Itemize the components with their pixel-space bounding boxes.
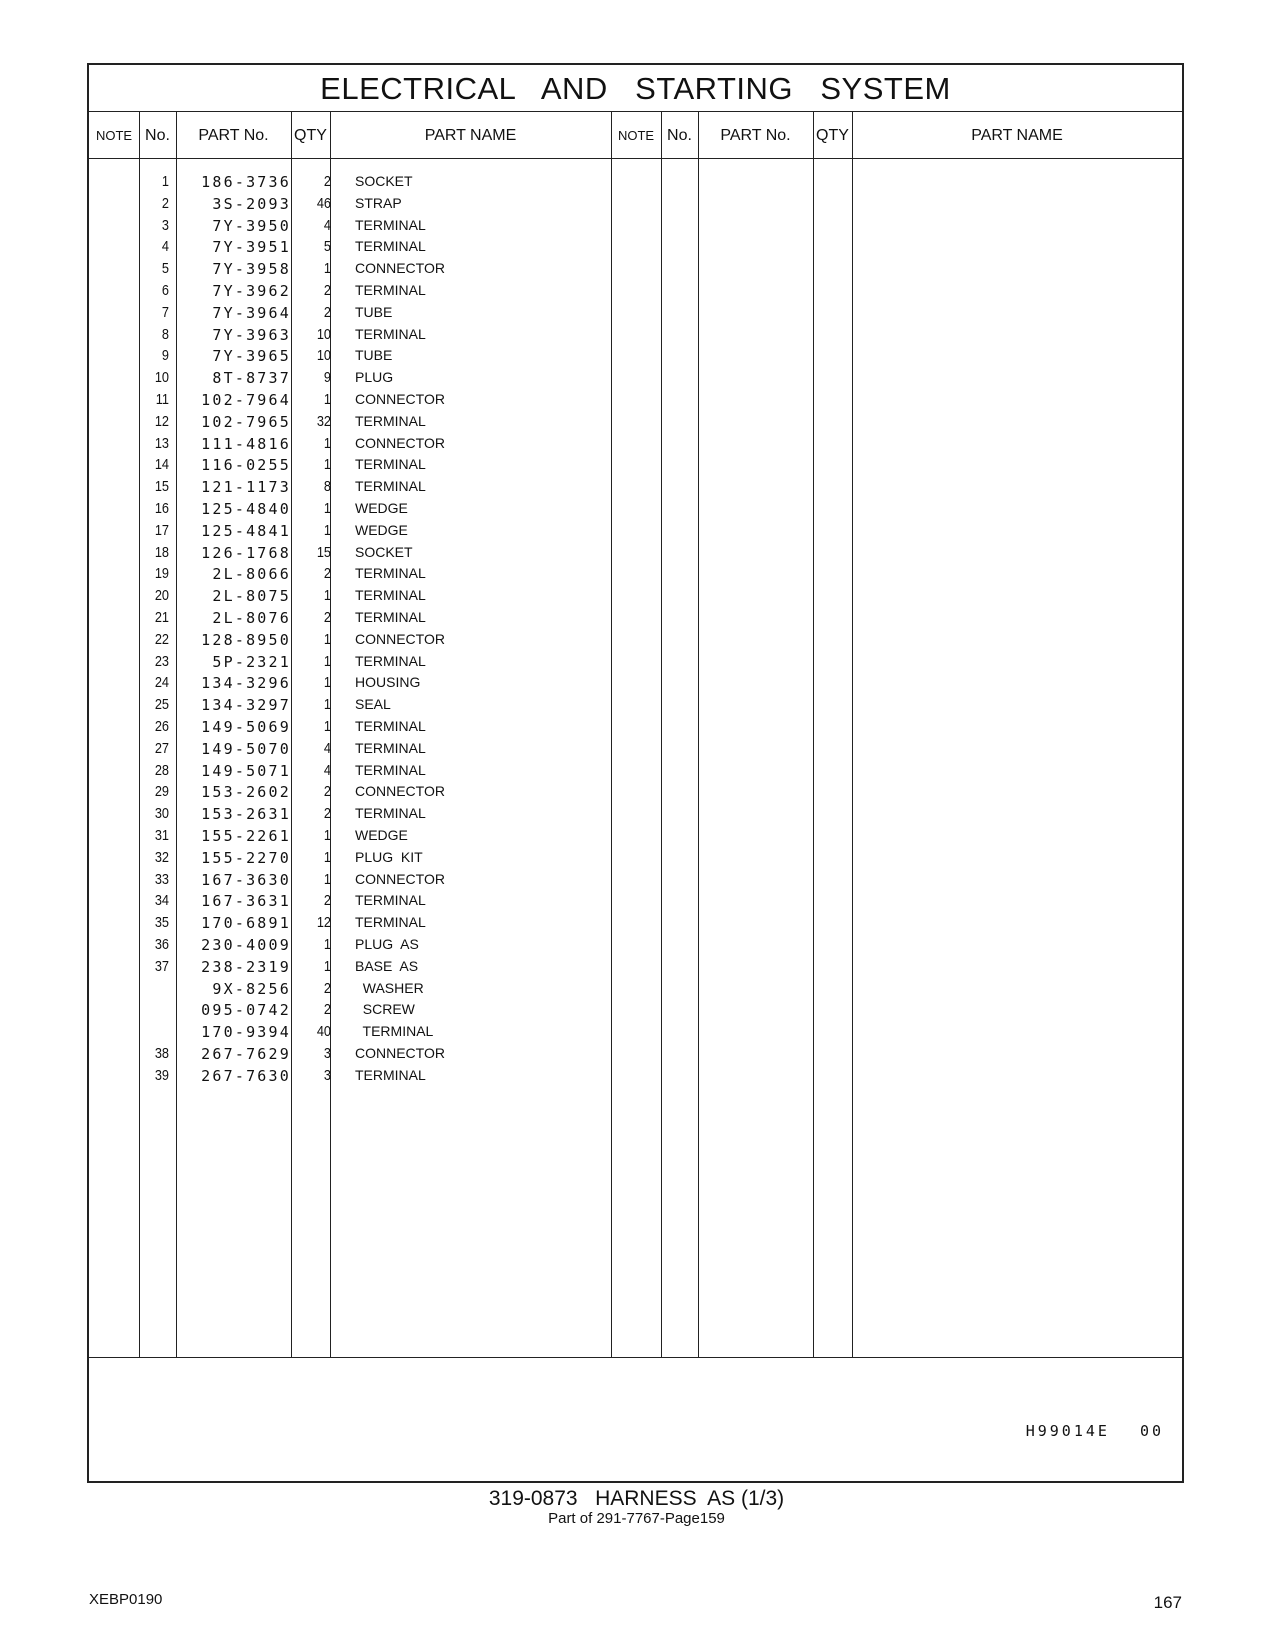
table-row xyxy=(89,544,1182,567)
item-number: 19 xyxy=(154,565,169,583)
part-number: 7Y-3951 xyxy=(212,238,291,257)
part-number: 170-6891 xyxy=(201,914,291,933)
item-number: 29 xyxy=(154,783,169,801)
table-row xyxy=(89,1067,1182,1090)
part-number: 7Y-3965 xyxy=(212,347,291,366)
part-name: TUBE xyxy=(355,347,393,364)
part-number: 116-0255 xyxy=(201,456,291,475)
table-row xyxy=(89,849,1182,872)
item-number: 12 xyxy=(154,412,169,430)
item-number: 22 xyxy=(154,630,169,648)
table-row xyxy=(89,827,1182,850)
part-name: WEDGE xyxy=(355,521,408,538)
quantity: 2 xyxy=(323,173,331,190)
part-number: 186-3736 xyxy=(201,173,291,191)
part-name: WASHER xyxy=(355,979,424,996)
part-number: 134-3297 xyxy=(201,696,291,715)
item-number: 34 xyxy=(154,892,169,910)
part-number: 7Y-3958 xyxy=(212,260,291,279)
table-row xyxy=(89,980,1182,1003)
quantity: 1 xyxy=(323,434,331,452)
quantity: 15 xyxy=(316,543,331,561)
part-name: PLUG AS xyxy=(355,936,419,952)
part-number: 125-4840 xyxy=(201,500,291,518)
quantity: 1 xyxy=(323,391,331,408)
part-name: WEDGE xyxy=(355,500,408,516)
table-row xyxy=(89,1001,1182,1024)
part-name: SOCKET xyxy=(355,543,413,560)
quantity: 1 xyxy=(323,456,331,474)
part-number: 2L-8076 xyxy=(212,609,291,627)
table-row xyxy=(89,522,1182,545)
table-row xyxy=(89,195,1182,218)
part-number: 111-4816 xyxy=(201,434,291,453)
part-number: 238-2319 xyxy=(201,957,291,976)
quantity: 1 xyxy=(323,827,331,844)
item-number: 6 xyxy=(161,282,169,299)
item-number: 15 xyxy=(154,478,169,496)
part-name: HOUSING xyxy=(355,674,421,691)
table-row xyxy=(89,565,1182,588)
part-name: PLUG KIT xyxy=(355,848,423,865)
part-name: SOCKET xyxy=(355,173,413,189)
table-row xyxy=(89,456,1182,479)
table-row xyxy=(89,718,1182,741)
part-number: 149-5070 xyxy=(201,739,291,758)
header-part-right: PART No. xyxy=(720,127,791,144)
quantity: 2 xyxy=(323,892,331,910)
part-name: TERMINAL xyxy=(355,761,426,778)
part-number: 153-2602 xyxy=(201,783,291,802)
quantity: 2 xyxy=(323,805,331,823)
document-id: XEBP0190 xyxy=(89,1591,163,1608)
quantity: 8 xyxy=(323,478,331,496)
part-name: TERMINAL xyxy=(355,282,426,298)
footer-revision: 00 xyxy=(1139,1422,1164,1440)
part-number: 2L-8066 xyxy=(212,565,291,584)
part-number: 125-4841 xyxy=(201,521,291,540)
table-row xyxy=(89,653,1182,676)
part-name: BASE AS xyxy=(355,957,419,974)
table-row xyxy=(89,587,1182,610)
quantity: 1 xyxy=(323,870,331,888)
item-number: 18 xyxy=(154,543,169,561)
part-number: 170-9394 xyxy=(201,1023,291,1042)
item-number: 3 xyxy=(161,216,169,234)
quantity: 5 xyxy=(323,238,331,256)
assembly-subcaption: Part of 291-7767-Page159 xyxy=(548,1510,725,1527)
item-number: 9 xyxy=(161,347,169,365)
quantity: 2 xyxy=(323,979,331,997)
part-number: 149-5069 xyxy=(201,718,291,736)
table-row xyxy=(89,696,1182,719)
item-number: 10 xyxy=(154,369,169,387)
table-body-bottom-rule xyxy=(89,1357,1182,1358)
quantity: 32 xyxy=(316,412,331,430)
quantity: 1 xyxy=(323,521,331,539)
quantity: 2 xyxy=(323,609,331,626)
part-number: 3S-2093 xyxy=(212,194,291,213)
item-number: 16 xyxy=(154,500,169,517)
part-name: CONNECTOR xyxy=(355,783,445,800)
item-number: 37 xyxy=(154,957,169,975)
header-name-right: PART NAME xyxy=(971,127,1063,144)
part-name: CONNECTOR xyxy=(355,260,445,277)
part-name: TERMINAL xyxy=(355,412,426,429)
part-name: PLUG xyxy=(355,369,394,386)
item-number: 2 xyxy=(161,194,169,212)
part-name: TERMINAL xyxy=(355,325,426,342)
part-number: 2L-8075 xyxy=(212,587,291,606)
quantity: 1 xyxy=(323,936,331,953)
item-number: 7 xyxy=(161,303,169,321)
quantity: 2 xyxy=(323,565,331,583)
item-number: 31 xyxy=(154,827,169,844)
item-number: 13 xyxy=(154,434,169,452)
table-row xyxy=(89,1045,1182,1068)
part-number: 102-7965 xyxy=(201,412,291,431)
parts-table-frame xyxy=(87,63,1184,1483)
quantity: 46 xyxy=(316,194,331,212)
header-qty-left: QTY xyxy=(294,127,327,144)
part-name: SEAL xyxy=(355,696,391,713)
table-row xyxy=(89,413,1182,436)
item-number: 38 xyxy=(154,1045,169,1062)
quantity: 2 xyxy=(323,282,331,299)
quantity: 12 xyxy=(316,914,331,932)
quantity: 3 xyxy=(323,1066,331,1084)
item-number: 24 xyxy=(154,674,169,692)
quantity: 3 xyxy=(323,1045,331,1062)
part-name: TERMINAL xyxy=(355,587,426,604)
item-number: 21 xyxy=(154,609,169,626)
part-name: CONNECTOR xyxy=(355,630,445,647)
table-row xyxy=(89,369,1182,392)
quantity: 1 xyxy=(323,630,331,648)
part-name: TERMINAL xyxy=(355,892,426,909)
part-name: TERMINAL xyxy=(355,1066,426,1083)
item-number: 20 xyxy=(154,587,169,605)
header-note-right: NOTE xyxy=(617,128,655,143)
table-row xyxy=(89,217,1182,240)
item-number: 27 xyxy=(154,739,169,757)
item-number: 35 xyxy=(154,914,169,932)
page-title-text: ELECTRICAL AND STARTING SYSTEM xyxy=(320,71,951,106)
table-row xyxy=(89,783,1182,806)
quantity: 4 xyxy=(323,216,331,234)
part-number: 128-8950 xyxy=(201,630,291,649)
part-number: 7Y-3950 xyxy=(212,216,291,235)
quantity: 40 xyxy=(316,1023,331,1041)
item-number: 8 xyxy=(161,325,169,343)
table-row xyxy=(89,740,1182,763)
item-number: 36 xyxy=(154,936,169,953)
item-number: 23 xyxy=(154,652,169,670)
item-number: 25 xyxy=(154,696,169,714)
quantity: 10 xyxy=(316,347,331,365)
part-number: 155-2261 xyxy=(201,827,291,845)
quantity: 1 xyxy=(323,718,331,735)
part-name: TERMINAL xyxy=(355,1023,434,1040)
quantity: 1 xyxy=(323,848,331,866)
item-number: 39 xyxy=(154,1066,169,1084)
table-row xyxy=(89,391,1182,414)
table-row xyxy=(89,435,1182,458)
part-number: 267-7629 xyxy=(201,1045,291,1063)
table-row xyxy=(89,304,1182,327)
part-name: TERMINAL xyxy=(355,609,426,625)
table-row xyxy=(89,609,1182,632)
header-name-left: PART NAME xyxy=(424,127,517,144)
item-number: 5 xyxy=(161,260,169,278)
part-name: TERMINAL xyxy=(355,914,426,931)
quantity: 9 xyxy=(323,369,331,387)
item-number: 32 xyxy=(154,848,169,866)
footer-code-text: H99014E xyxy=(1025,1422,1110,1440)
quantity: 1 xyxy=(323,652,331,670)
table-row xyxy=(89,260,1182,283)
header-no-right: No. xyxy=(667,127,692,144)
part-name: TERMINAL xyxy=(355,478,426,495)
item-number: 14 xyxy=(154,456,169,474)
page-title xyxy=(89,65,1182,112)
quantity: 4 xyxy=(323,761,331,779)
item-number: 33 xyxy=(154,870,169,888)
part-name: STRAP xyxy=(355,194,402,211)
part-number: 230-4009 xyxy=(201,936,291,954)
part-number: 9X-8256 xyxy=(212,979,291,998)
part-number: 149-5071 xyxy=(201,761,291,780)
header-part-left: PART No. xyxy=(198,127,269,144)
quantity: 2 xyxy=(323,1001,331,1019)
part-name: CONNECTOR xyxy=(355,434,445,451)
quantity: 1 xyxy=(323,696,331,714)
table-row xyxy=(89,238,1182,261)
quantity: 2 xyxy=(323,303,331,321)
part-name: TERMINAL xyxy=(355,565,426,582)
part-number: 095-0742 xyxy=(201,1001,291,1020)
part-number: 7Y-3964 xyxy=(212,303,291,322)
table-row xyxy=(89,631,1182,654)
part-number: 134-3296 xyxy=(201,674,291,693)
table-row xyxy=(89,326,1182,349)
part-number: 121-1173 xyxy=(201,478,291,497)
part-number: 153-2631 xyxy=(201,805,291,824)
quantity: 10 xyxy=(316,325,331,343)
part-number: 7Y-3962 xyxy=(212,282,291,300)
quantity: 2 xyxy=(323,783,331,801)
part-number: 167-3630 xyxy=(201,870,291,889)
table-row xyxy=(89,936,1182,959)
quantity: 1 xyxy=(323,260,331,278)
part-name: TERMINAL xyxy=(355,238,426,255)
table-row xyxy=(89,282,1182,305)
table-row xyxy=(89,674,1182,697)
part-name: TUBE xyxy=(355,303,393,320)
item-number: 28 xyxy=(154,761,169,779)
header-qty-right: QTY xyxy=(816,127,849,144)
table-row xyxy=(89,762,1182,785)
part-name: CONNECTOR xyxy=(355,391,445,407)
table-header-row xyxy=(89,112,1182,159)
quantity: 1 xyxy=(323,674,331,692)
item-number: 26 xyxy=(154,718,169,735)
quantity: 1 xyxy=(323,957,331,975)
part-name: TERMINAL xyxy=(355,652,426,669)
part-name: TERMINAL xyxy=(355,456,426,473)
part-number: 7Y-3963 xyxy=(212,325,291,344)
item-number: 1 xyxy=(161,173,169,190)
part-number: 267-7630 xyxy=(201,1066,291,1085)
item-number: 11 xyxy=(155,391,169,408)
header-note-left: NOTE xyxy=(95,128,133,143)
part-number: 167-3631 xyxy=(201,892,291,911)
part-name: CONNECTOR xyxy=(355,870,445,887)
item-number: 30 xyxy=(154,805,169,823)
part-name: TERMINAL xyxy=(355,739,426,756)
table-row xyxy=(89,871,1182,894)
assembly-caption: 319-0873 HARNESS AS (1/3) xyxy=(488,1487,785,1510)
part-number: 102-7964 xyxy=(201,391,291,409)
table-row xyxy=(89,958,1182,981)
table-row xyxy=(89,347,1182,370)
header-no-left: No. xyxy=(145,127,170,144)
part-number: 5P-2321 xyxy=(212,652,291,671)
table-row xyxy=(89,892,1182,915)
part-name: TERMINAL xyxy=(355,718,426,734)
item-number: 17 xyxy=(154,521,169,539)
table-row xyxy=(89,1023,1182,1046)
part-name: WEDGE xyxy=(355,827,408,843)
part-number: 126-1768 xyxy=(201,543,291,562)
table-row xyxy=(89,500,1182,523)
part-number: 8T-8737 xyxy=(212,369,291,388)
quantity: 1 xyxy=(323,587,331,605)
table-row xyxy=(89,914,1182,937)
part-name: SCREW xyxy=(355,1001,415,1018)
part-name: TERMINAL xyxy=(355,216,426,233)
part-name: TERMINAL xyxy=(355,805,426,822)
quantity: 4 xyxy=(323,739,331,757)
quantity: 1 xyxy=(323,500,331,517)
page-number: 167 xyxy=(1153,1593,1182,1612)
table-row xyxy=(89,173,1182,196)
footer-code xyxy=(1026,1422,1164,1440)
part-number: 155-2270 xyxy=(201,848,291,867)
table-row xyxy=(89,478,1182,501)
table-row xyxy=(89,805,1182,828)
part-name: CONNECTOR xyxy=(355,1045,445,1061)
item-number: 4 xyxy=(161,238,169,256)
